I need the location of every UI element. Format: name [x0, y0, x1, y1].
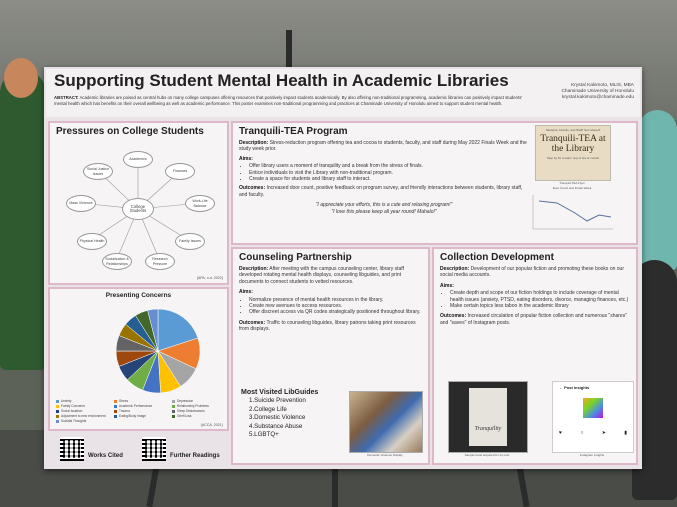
libguides-list [249, 397, 318, 440]
tranquili-description: Stress-reduction program offering tea and cocoa to students, faculty, and staff during May 2022 Finals Week and the study week prior. [239, 140, 527, 153]
list-item: 1.Suicide Prevention [249, 397, 306, 404]
legend-item: Stress [114, 399, 168, 403]
list-item: 4.Substance Abuse [249, 422, 303, 430]
insights-caption: Instagram insights [579, 453, 605, 457]
abstract-text: Academic libraries are poised as central hubs on many college campuses offering resources that positively impact students academically. By also offering non-traditional programming, academic libraries can positively impact students' mental health which has benefits on their overall wellbeing as well as academic performance. This poster examines non-traditional programming and practices at Chaminade University of Honolulu aimed to support student mental health. [54, 95, 523, 106]
insights-label: Post insights [564, 385, 590, 390]
list-item: • Entice individuals to visit the Library with non-traditional program. [249, 170, 529, 176]
list-item: • Create a space for students and library staff to interact. [249, 176, 529, 182]
concerns-legend [56, 399, 226, 423]
further-readings-label: Further Readings [170, 453, 220, 459]
back-arrow-icon[interactable]: ← [559, 385, 563, 390]
flyer-caption: Tranquili-TEA Flyer [559, 181, 585, 185]
list-item: 3.Domestic Violence [249, 414, 306, 422]
flyer-title: Tranquili-TEA at the Library [540, 134, 606, 154]
list-item: • Normalize presence of mental health resources in the library. [249, 297, 422, 303]
libguides-title: Most Visited LibGuides [241, 389, 319, 396]
door-count-line [539, 201, 611, 221]
tranquili-panel [231, 121, 638, 245]
book-title: Tranquility [474, 426, 502, 432]
easel-top [286, 30, 292, 70]
tranquili-flyer [535, 125, 611, 181]
person-left-head [4, 58, 38, 98]
heart-icon: ♥ [559, 430, 562, 436]
counseling-title: Counseling Partnership [239, 252, 352, 263]
abstract-label: ABSTRACT: [54, 95, 79, 100]
tranquili-quote-1: "I appreciate your efforts, this is a cute and relaxing program!" [315, 202, 453, 209]
pressure-bubble-research: Research Pressure [145, 253, 175, 270]
legend-item: Anxiety [56, 399, 110, 403]
door-count-chart [527, 191, 617, 235]
collection-panel [432, 247, 638, 465]
pressure-bubble-family: Family Issues [175, 233, 205, 250]
poster-header [46, 69, 640, 117]
list-item: • Offer library users a moment of tranquility and a break from the stress of finals. [249, 163, 529, 169]
list-item: • Offer discreet access via QR codes strategically positioned throughout library. [249, 309, 422, 315]
works-cited-qr[interactable] [60, 437, 84, 461]
legend-item: Eating/Body Image [114, 414, 168, 418]
display-photo [349, 391, 423, 453]
bookmark-icon: ▮ [624, 430, 627, 436]
tranquili-outcomes: Increased door count, positive feedback on program survey, and friendly interactions between students, library staff, and faculty. [239, 185, 523, 198]
insights-header [559, 385, 633, 390]
further-readings-qr[interactable] [142, 437, 166, 461]
person-right [638, 110, 677, 270]
poster-abstract [54, 95, 524, 106]
pressure-bubble-work-life: Work-Life Balance [185, 195, 215, 212]
pressures-source: (APA, n.d. 2022) [196, 276, 223, 280]
legend-item: Adjustment to new environment [56, 414, 110, 418]
person-left [0, 70, 46, 370]
list-item: 5.LGBTQ+ [249, 431, 279, 439]
concerns-panel [48, 287, 229, 431]
collection-description: Development of our popular fiction and promoting these books on our social media accounts. [440, 266, 624, 279]
counseling-body: Description: After meeting with the campus counseling center, library staff developed rotating mental health displays, counseling libguides, and print documents to connect students to vetted resources. Aims: • Normalize presence of mental health resources in the library. • Create new avenues to access resources. • Offer discreet access via QR codes strategically positioned throughout library. Outcomes: Traffic to counseling libguides, library patrons taking print resources from displays. [239, 266, 422, 333]
legend-item: Depression [172, 399, 226, 403]
collection-aims [450, 290, 630, 309]
tranquili-aims [249, 163, 529, 182]
concerns-pie-chart [108, 301, 208, 401]
counseling-description: After meeting with the campus counseling center, library staff developed rotating mental health displays, counseling libguides, and print documents to connect students to vetted resources. [239, 266, 404, 285]
legend-item: Relationship Problems [172, 404, 226, 408]
author-email: krystal.kakimoto@chaminade.edu [561, 95, 634, 100]
easel-post-center [332, 465, 338, 507]
counseling-outcomes: Traffic to counseling libguides, library patrons taking print resources from displays. [239, 319, 416, 333]
legend-item: Trauma [114, 409, 168, 413]
flyer-subtitle: Stop by for a warm cup of tea or cocoa! [546, 156, 600, 160]
poster-title: Supporting Student Mental Health in Academic Libraries [54, 71, 509, 90]
instagram-insights [552, 381, 634, 453]
collection-outcomes: Increased circulation of popular fiction collection and numerous "shares" and "saves" of Instagram posts. [440, 313, 627, 326]
comment-icon: ○ [580, 430, 584, 436]
counseling-aims [249, 297, 422, 316]
list-item: • Make certain topics less taboo in the academic library [450, 303, 630, 309]
pressures-panel [48, 121, 229, 285]
insights-stats-row [559, 430, 627, 436]
legend-item: Suicidal Thoughts [56, 419, 110, 423]
pressures-center-bubble: College Students [122, 198, 154, 220]
counseling-panel [231, 247, 430, 465]
pressure-bubble-finances: Finances [165, 163, 195, 180]
legend-item: Grief/Loss [172, 414, 226, 418]
legend-item: Sleep Disturbances [172, 409, 226, 413]
concerns-title: Presenting Concerns [105, 292, 172, 299]
libguides-block [241, 389, 318, 440]
share-icon: ➤ [601, 430, 606, 436]
collection-body: Description: Development of our popular fiction and promoting these books on our social media accounts. Aims: • Create depth and scope of our fiction holdings to include coverage of mental health issues (anxiety, PTSD, eating disorders, divorce, managing finances, etc.) • Make certain topics less taboo in the academic library Outcomes: Increased circulation of popular fiction collection and numerous "shares" and "saves" of Instagram posts. [440, 266, 630, 326]
legend-item: Family Concerns [56, 404, 110, 408]
list-item: • Create new avenues to access resources. [249, 303, 422, 309]
book-caption: Sample book acquired for IG post [464, 453, 510, 457]
pressure-bubble-physical: Physical Health [77, 233, 107, 250]
flyer-top-text: Students, Faculty, and Staff! Get relaxed! [545, 128, 601, 132]
legend-item: Social Isolation [56, 409, 110, 413]
author-block [561, 83, 634, 101]
tranquili-quote-2: "I love this please keep all year round! Mahalo!" [331, 208, 437, 215]
concerns-source: (ACCA, 2021) [200, 423, 223, 427]
pressure-bubble-academics: Academics [123, 151, 153, 168]
legend-item: Academic Performance [114, 404, 168, 408]
door-count-chart-title: Door Count and Finals Week [552, 186, 592, 190]
tranquili-body: Description: Stress-reduction program offering tea and cocoa to students, faculty, and staff during May 2022 Finals Week and the study week prior. Aims: • Offer library users a moment of tranquility and a break from the stress of finals. • Entice individuals to visit the Library with non-traditional program. • Create a space for students and library staff to interact. Outcomes: Increased door count, positive feedback on program survey, and friendly interactions between students, library staff, and faculty. "I appreciate your efforts, this is a cute and relaxing program!" "I love this please keep all year round! Mahalo!" [239, 140, 529, 215]
list-item: 2.College Life [249, 405, 287, 413]
author-org: Chaminade University of Honolulu [561, 89, 634, 94]
pressures-title: Pressures on College Students [56, 126, 204, 137]
tranquili-title: Tranquili-TEA Program [239, 126, 348, 137]
works-cited-label: Works Cited [88, 453, 123, 459]
display-photo-caption: Domestic Violence Display [367, 453, 403, 457]
collection-title: Collection Development [440, 252, 554, 263]
pressure-bubble-mass-violence: Mass Violence [66, 195, 96, 212]
insights-post-thumbnail [583, 398, 603, 418]
book-cover-inner [469, 388, 507, 446]
list-item: • Create depth and scope of our fiction holdings to include coverage of mental health issues (anxiety, PTSD, eating disorders, divorce, managing finances, etc.) [450, 290, 630, 303]
pressure-bubble-socialization: Socialization & Relationships [102, 253, 132, 270]
author-name: Krystal Kakimoto, MLIS, MBA [571, 83, 634, 88]
book-cover-photo [448, 381, 528, 453]
poster-board [44, 67, 642, 469]
concerns-pie-slices [116, 309, 200, 393]
pressure-bubble-social-justice: Social Justice Issues [83, 163, 113, 180]
